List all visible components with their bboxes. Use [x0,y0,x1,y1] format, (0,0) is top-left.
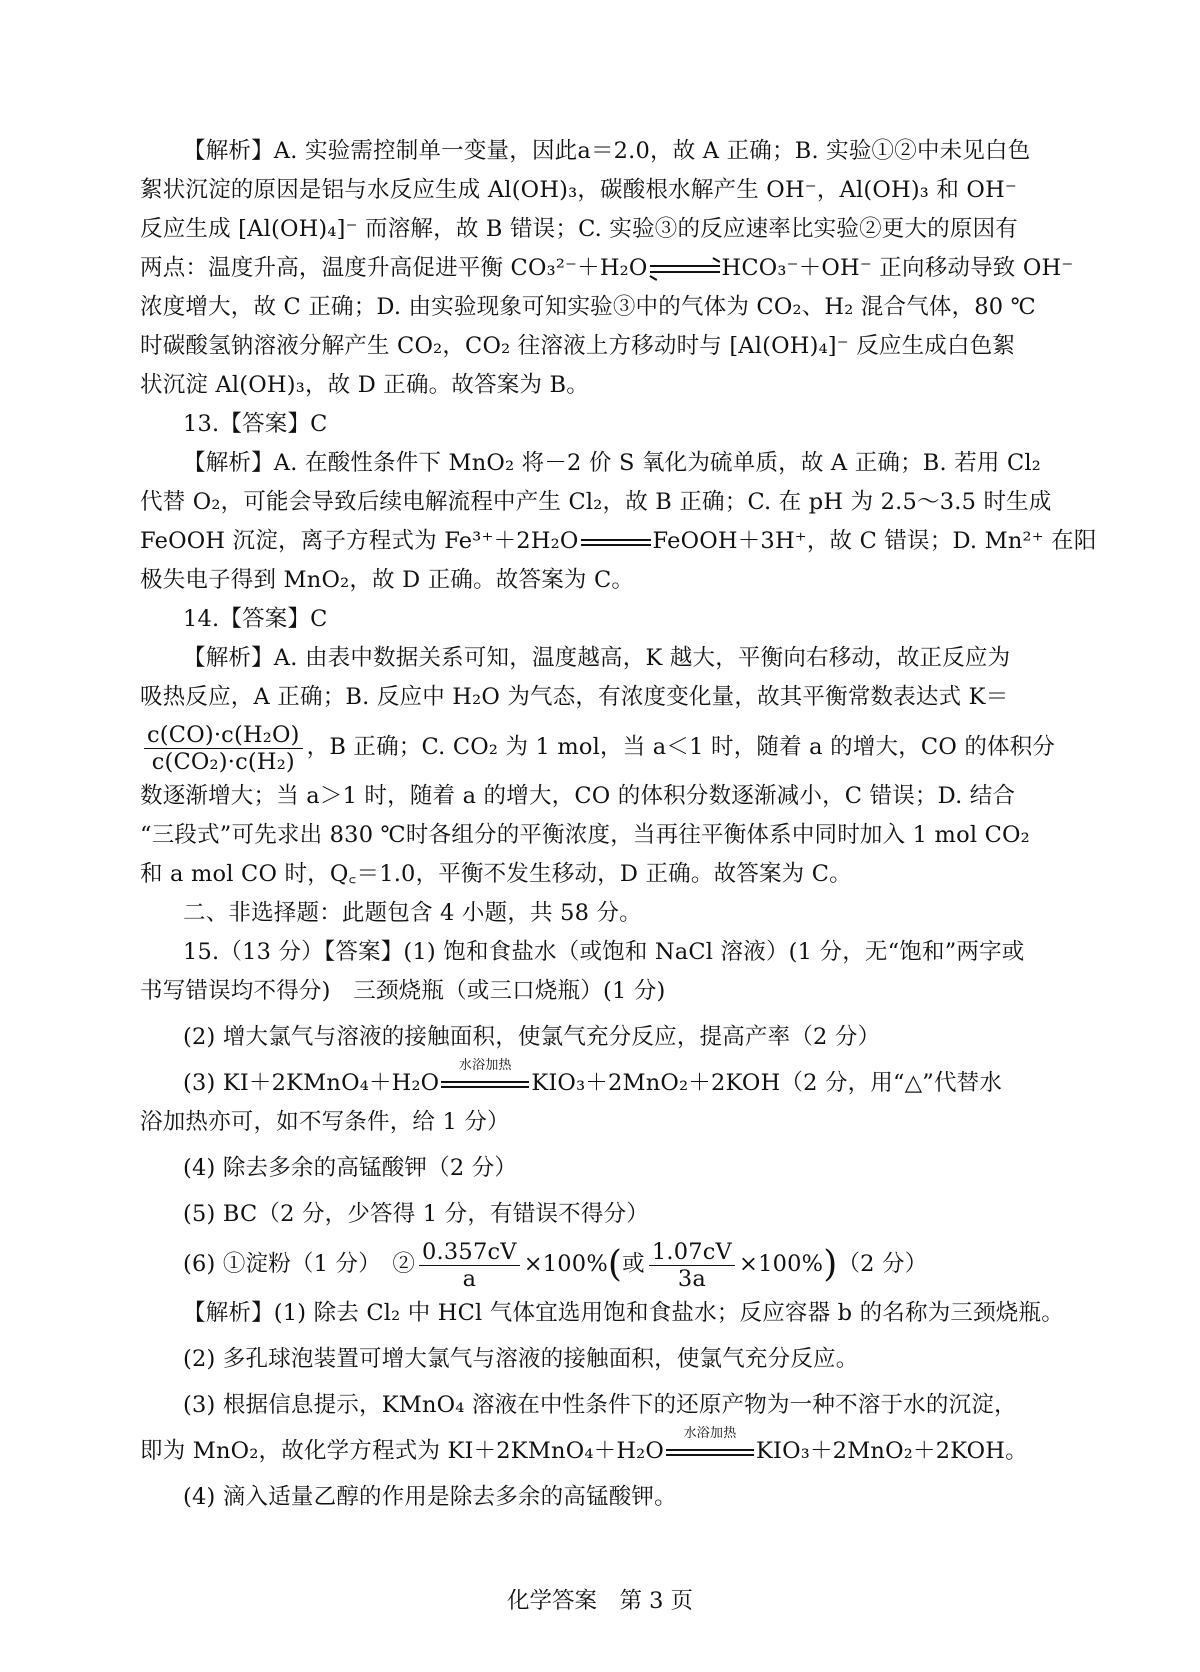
q12-explanation-line: 反应生成 [Al(OH)₄]⁻ 而溶解，故 B 错误；C. 实验③的反应速率比实验②更大的原因有 [140,216,1018,242]
q14-explanation-line: 数逐渐增大；当 a＞1 时，随着 a 的增大，CO 的体积分数逐渐减小，C 错误；D. 结合 [140,783,1016,809]
q14-explanation-text: ，B 正确；C. CO₂ 为 1 mol，当 a＜1 时，随着 a 的增大，CO 的体积分 [306,734,1056,760]
equation-right: FeOOH＋3H⁺，故 C 错误；D. Mn²⁺ 在阳 [652,528,1097,554]
fraction-denominator: c(CO₂)·c(H₂) [151,748,295,775]
section-heading: 二、非选择题：此题包含 4 小题，共 58 分。 [183,900,642,926]
reaction-arrow [441,1058,529,1090]
reaction-condition: 水浴加热 [458,1058,512,1073]
purity-fraction-2 [649,1239,735,1292]
equation-left: 两点：温度升高，温度升高促进平衡 CO₃²⁻＋H₂O [140,255,648,281]
q12-explanation-line: 状沉淀 Al(OH)₃，故 D 正确。故答案为 B。 [140,372,589,398]
equation-left: (3) KI＋2KMnO₄＋H₂O [183,1070,440,1096]
q12-explanation-line: 浓度增大，故 C 正确；D. 由实验现象可知实验③中的气体为 CO₂、H₂ 混合气体，80 ℃ [140,294,1037,320]
equilibrium-constant-fraction [144,722,303,775]
percent-multiplier: ×100% [739,1251,824,1277]
q15-answer-4: (4) 除去多余的高锰酸钾（2 分） [183,1155,518,1181]
q15-answer-3-cont: 浴加热亦可，如不写条件，给 1 分） [140,1109,510,1135]
alt-label: 或 [622,1251,645,1277]
q15-answer-5: (5) BC（2 分，少答得 1 分，有错误不得分） [183,1201,649,1227]
q15-explanation-4: (4) 滴入适量乙醇的作用是除去多余的高锰酸钾。 [183,1484,677,1510]
q15-explanation-2: (2) 多孔球泡装置可增大氯气与溶液的接触面积，使氯气充分反应。 [183,1346,859,1372]
equation-left: 即为 MnO₂，故化学方程式为 KI＋2KMnO₄＋H₂O [140,1438,665,1464]
score-note: （2 分） [837,1251,928,1277]
q14-fraction-line [140,717,1060,777]
fraction-denominator: a [462,1265,477,1292]
fraction-numerator: c(CO)·c(H₂O) [144,722,303,749]
equation-right: KIO₃＋2MnO₂＋2KOH。 [756,1438,1028,1464]
page-footer: 化学答案 第 3 页 [506,1588,694,1614]
q12-explanation-line: 【解析】A. 实验需控制单一变量，因此a＝2.0，故 A 正确；B. 实验①②中未见白色 [183,138,1031,164]
reaction-arrow [666,1426,754,1458]
q14-explanation-line: 【解析】A. 由表中数据关系可知，温度越高，K 越大，平衡向右移动，故正反应为 [183,645,1011,671]
open-paren: ( [607,1244,623,1285]
q15-explanation-1: 【解析】(1) 除去 Cl₂ 中 HCl 气体宜选用饱和食盐水；反应容器 b 的名称为三颈烧瓶。 [183,1300,1064,1326]
q12-explanation-line: 絮状沉淀的原因是铝与水反应生成 Al(OH)₃，碳酸根水解产生 OH⁻，Al(OH)₃ 和 OH⁻ [140,177,1017,203]
reversible-arrow [650,262,720,276]
q14-explanation-line: 吸热反应，A 正确；B. 反应中 H₂O 为气态，有浓度变化量，故其平衡常数表达式 K＝ [140,684,1009,710]
q14-answer: 14.【答案】C [183,606,328,632]
q15-explanation-equation [140,1426,1060,1471]
percent-multiplier: ×100% [523,1251,608,1277]
q12-equilibrium-line [140,249,1074,288]
reaction-condition: 水浴加热 [683,1426,737,1441]
q15-answer-6 [140,1234,1060,1294]
q15-answer-2: (2) 增大氯气与溶液的接触面积，使氯气充分反应，提高产率（2 分） [183,1024,881,1050]
fraction-numerator: 0.357cV [419,1239,520,1266]
q14-explanation-line: “三段式”可先求出 830 ℃时各组分的平衡浓度，当再往平衡体系中同时加入 1 mol CO₂ [140,822,1030,848]
close-paren: ) [823,1244,838,1285]
answer-6-prefix: (6) ①淀粉（1 分） ② [183,1251,416,1277]
q15-answer-line: 书写错误均不得分) 三颈烧瓶（或三口烧瓶）(1 分) [140,978,666,1004]
q13-explanation-line: 代替 O₂，可能会导致后续电解流程中产生 Cl₂，故 B 正确；C. 在 pH 为 2.5～3.5 时生成 [140,489,1052,515]
equation-right: HCO₃⁻＋OH⁻ 正向移动导致 OH⁻ [721,255,1074,281]
q15-answer-line: 15.（13 分）【答案】(1) 饱和食盐水（或饱和 NaCl 溶液）(1 分，无“饱和”两字或 [183,939,1025,965]
q15-explanation-3: (3) 根据信息提示，KMnO₄ 溶液在中性条件下的还原产物为一种不溶于水的沉淀， [183,1392,1017,1418]
q15-answer-3 [140,1058,1060,1103]
equation-right: KIO₃＋2MnO₂＋2KOH（2 分，用“△”代替水 [531,1070,1003,1096]
q13-answer: 13.【答案】C [183,411,328,437]
fraction-numerator: 1.07cV [649,1239,735,1266]
q13-explanation-line: 【解析】A. 在酸性条件下 MnO₂ 将－2 价 S 氧化为硫单质，故 A 正确；B. 若用 Cl₂ [183,450,1042,476]
fraction-denominator: 3a [677,1265,706,1292]
q14-explanation-line: 和 a mol CO 时，Q꜀＝1.0，平衡不发生移动，D 正确。故答案为 C。 [140,861,852,887]
q13-explanation-line: 极失电子得到 MnO₂，故 D 正确。故答案为 C。 [140,567,635,593]
q13-equation-line [140,522,1097,561]
purity-fraction-1 [419,1239,520,1292]
equals-sign [581,536,651,548]
equation-left: FeOOH 沉淀，离子方程式为 Fe³⁺＋2H₂O [140,528,579,554]
q12-explanation-line: 时碳酸氢钠溶液分解产生 CO₂，CO₂ 往溶液上方移动时与 [Al(OH)₄]⁻ 反应生成白色絮 [140,333,1016,359]
